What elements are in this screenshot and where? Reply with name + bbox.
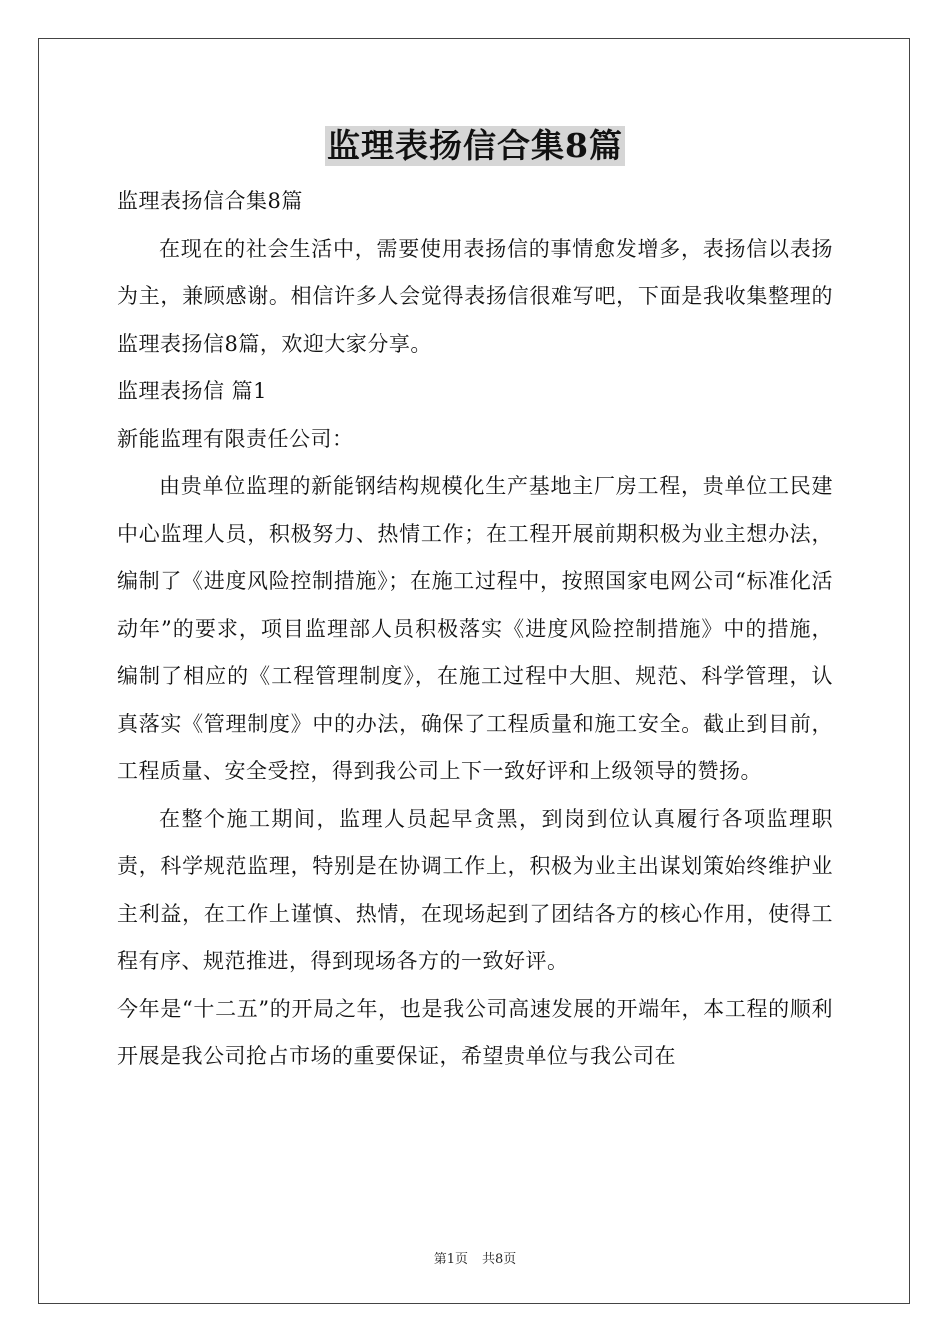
page-total: 共8页 — [482, 1252, 517, 1267]
title-wrap — [0, 126, 950, 166]
document-body — [117, 178, 833, 1081]
body-paragraph: 在整个施工期间，监理人员起早贪黑，到岗到位认真履行各项监理职责，科学规范监理，特别是在协调工作上，积极为业主出谋划策始终维护业主利益，在工作上谨慎、热情，在现场起到了团结各方的核心作用，使得工程有序、规范推进，得到现场各方的一致好评。 — [117, 806, 833, 973]
page-number: 第1页 — [433, 1252, 468, 1267]
intro-paragraph: 在现在的社会生活中，需要使用表扬信的事情愈发增多，表扬信以表扬为主，兼顾感谢。相信许多人会觉得表扬信很难写吧，下面是我收集整理的监理表扬信8篇，欢迎大家分享。 — [117, 236, 833, 356]
page-footer — [0, 1248, 950, 1267]
salutation: 新能监理有限责任公司： — [117, 426, 354, 451]
body-paragraph: 由贵单位监理的新能钢结构规模化生产基地主厂房工程，贵单位工民建中心监理人员，积极努力、热情工作；在工程开展前期积极为业主想办法，编制了《进度风险控制措施》；在施工过程中，按照国家电网公司“标准化活动年”的要求，项目监理部人员积极落实《进度风险控制措施》中的措施，编制了相应的《工程管理制度》，在施工过程中大胆、规范、科学管理，认真落实《管理制度》中的办法，确保了工程质量和施工安全。截止到目前，工程质量、安全受控，得到我公司上下一致好评和上级领导的赞扬。 — [117, 474, 833, 783]
section-heading: 监理表扬信 篇1 — [117, 379, 268, 403]
body-paragraph: 今年是“十二五”的开局之年，也是我公司高速发展的开端年，本工程的顺利开展是我公司抢占市场的重要保证，希望贵单位与我公司在 — [117, 996, 833, 1068]
document-title: 监理表扬信合集8篇 — [327, 126, 623, 165]
subtitle-line: 监理表扬信合集8篇 — [117, 189, 303, 213]
